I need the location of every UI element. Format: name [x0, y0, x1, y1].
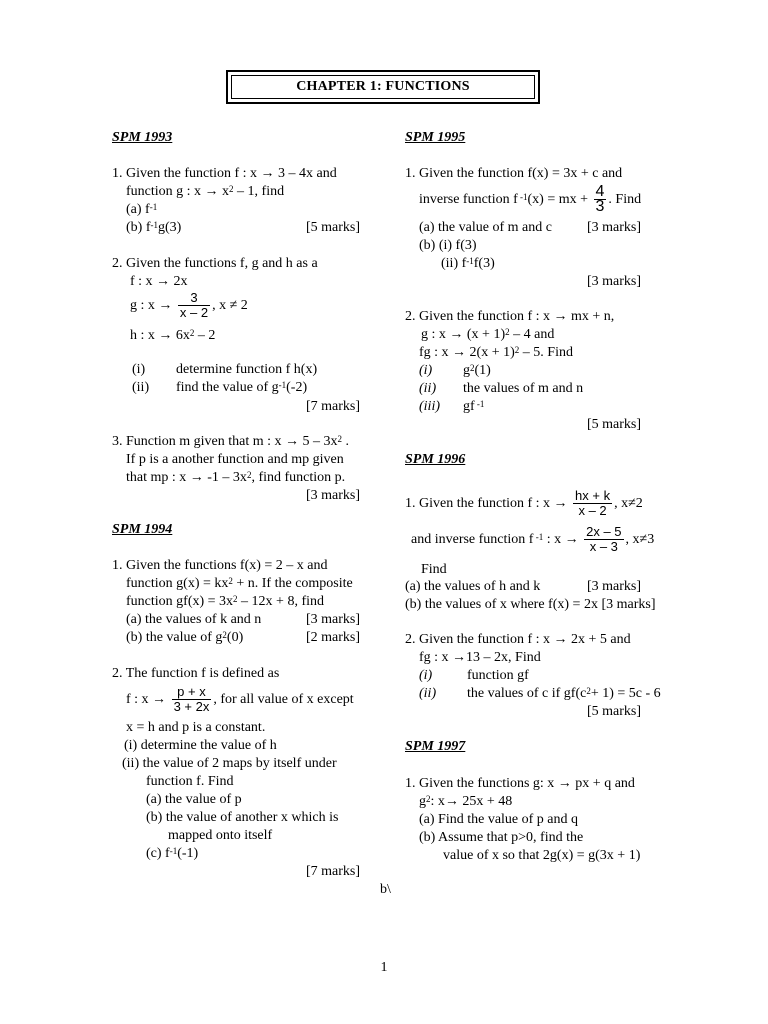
q1995-2-marks: [5 marks] — [586, 417, 641, 432]
q1994-1-a-marks: [3 marks] — [305, 612, 360, 627]
q1994-2-f: f : x → $\frac{p + x}{3 + 2x}$ , for all value of x except — [126, 684, 354, 715]
q1994-2-part-b: (b) the value of another x which is — [146, 810, 339, 825]
q1993-1-line1: 1. Given the function f : x → 3 – 4x and — [112, 166, 337, 181]
q1996-2-ii-num: (ii) — [419, 686, 437, 701]
heading-spm-1997: SPM 1997 — [405, 739, 466, 754]
q1994-2-line1: 2. The function f is defined as — [112, 666, 280, 681]
q1997-1-part-b: (b) Assume that p>0, find the — [419, 830, 584, 845]
q1995-2-ii: the values of m and n — [463, 381, 584, 396]
q1996-2-i-num: (i) — [419, 668, 433, 683]
q1995-1-part-b-ii: (ii) $f^{-1}f(3)$ — [441, 256, 495, 271]
q1994-2-ii: (ii) the value of 2 maps by itself under — [122, 756, 337, 771]
heading-spm-1995: SPM 1995 — [405, 130, 466, 145]
q1995-2-i-num: (i) — [419, 363, 433, 378]
q1996-1-line1: 1. Given the function f : x → $\frac{hx + k}{x - 2}$ , x≠2 — [405, 488, 643, 519]
q1995-1-marks: [3 marks] — [586, 274, 641, 289]
q1995-1-line1: 1. Given the function f(x) = 3x + c and — [405, 166, 623, 181]
q1996-2-line2: fg : x →13 – 2x, Find — [419, 650, 541, 665]
q1996-1-line2: and inverse function f $^{-1}$ : x → $\frac{2x - 5}{x - 3}$ , x≠3 — [411, 524, 655, 555]
q1995-2-i: $g^2(1)$ — [463, 363, 491, 378]
q1993-1-line2: function g : $x \to x^2 - 1$, find — [126, 184, 285, 199]
q1994-2-marks: [7 marks] — [305, 864, 360, 879]
q1994-2-i: (i) determine the value of h — [124, 738, 277, 753]
q1996-2-line1: 2. Given the function f : x → 2x + 5 and — [405, 632, 631, 647]
q1997-1-part-b-line2: value of x so that 2g(x) = g(3x + 1) — [443, 848, 641, 863]
page-number: 1 — [380, 960, 388, 975]
heading-spm-1994: SPM 1994 — [112, 522, 173, 537]
q1995-2-line1: 2. Given the function f : x → mx + n, — [405, 309, 615, 324]
stray-mark: b\ — [380, 882, 391, 897]
inverse-fraction: $\frac{2x - 5}{x - 3}$ — [586, 524, 622, 555]
q1994-2-part-c: (c) $f^{-1}(-1)$ — [146, 846, 199, 861]
hx-plus-k-fraction: $\frac{hx + k}{x - 2}$ — [575, 488, 611, 519]
q1996-1-a-marks: [3 marks] — [586, 579, 641, 594]
q1995-1-part-b-i: (b) (i) f(3) — [419, 238, 477, 253]
q1997-1-line1: 1. Given the functions g: x → px + q and — [405, 776, 635, 791]
q1994-2-part-a: (a) the value of p — [146, 792, 242, 807]
q1994-2-part-b-line2: mapped onto itself — [168, 828, 273, 843]
q1996-2-ii: the values of c if $gf(c^2+ 1) = 5c - 6$ — [467, 686, 661, 701]
q1993-3-line1: 3. Function m given that m : $x \to 5 - 3x^2$ . — [112, 434, 350, 449]
q1993-3-line2: If p is a another function and mp given — [126, 452, 344, 467]
q1996-1-part-b: (b) the values of x where f(x) = 2x [3 marks] — [405, 597, 656, 612]
q1993-2-marks: [7 marks] — [305, 399, 360, 414]
q1993-1-part-a: (a) $f^{-1}$ — [126, 202, 158, 217]
q1995-2-iii-num: (iii) — [419, 399, 440, 414]
q1994-1-part-a: (a) the values of k and n — [126, 612, 262, 627]
q1994-2-ii-line2: function f. Find — [146, 774, 234, 789]
f-fraction: $\frac{p + x}{3 + 2x}$ — [173, 684, 210, 715]
q1996-1-part-a: (a) the values of h and k — [405, 579, 541, 594]
q1995-1-line2: inverse function f $^{-1}$(x) = mx + $\frac{4}{3}$ . Find — [419, 183, 642, 216]
q1996-1-find: Find — [421, 562, 447, 577]
q1995-1-part-a: (a) the value of m and c — [419, 220, 552, 235]
q1994-1-line3: function $gf(x) = 3x^2 - 12x + 8$, find — [126, 594, 324, 609]
q1993-2-g: g : x → $\frac{3}{x - 2}$ , x ≠ 2 — [130, 290, 248, 321]
q1993-2-i: determine function f h(x) — [176, 362, 318, 377]
chapter-title-box — [226, 70, 540, 104]
four-thirds-fraction: $\frac{4}{3}$ — [595, 183, 605, 216]
q1997-1-line2: $g^2$: x→ 25x + 48 — [419, 794, 513, 809]
q1993-2-line1: 2. Given the functions f, g and h as a — [112, 256, 318, 271]
q1995-2-line2: g : $x \to (x + 1)^2 - 4$ and — [421, 327, 555, 342]
q1996-2-i: function gf — [467, 668, 529, 683]
q1994-1-b-marks: [2 marks] — [305, 630, 360, 645]
q1995-2-ii-num: (ii) — [419, 381, 437, 396]
q1995-2-iii: gf $^{-1}$ — [463, 399, 485, 414]
g-fraction: $\frac{3}{x - 2}$ — [179, 290, 209, 321]
heading-spm-1996: SPM 1996 — [405, 452, 466, 467]
chapter-title: CHAPTER 1: FUNCTIONS — [231, 75, 535, 99]
heading-spm-1993: SPM 1993 — [112, 130, 173, 145]
q1995-1-a-marks: [3 marks] — [586, 220, 641, 235]
q1993-2-i-num: (i) — [132, 362, 146, 377]
q1995-2-line3: fg : $x \to 2(x + 1)^2 - 5$. Find — [419, 345, 573, 360]
q1993-2-h: h : $x \to 6x^2 - 2$ — [130, 328, 216, 343]
q1996-2-marks: [5 marks] — [586, 704, 641, 719]
q1994-1-line1: 1. Given the functions f(x) = 2 – x and — [112, 558, 328, 573]
q1993-2-f: f : x → 2x — [130, 274, 188, 289]
q1993-2-ii: find the value of $g^{-1}(-2)$ — [176, 380, 308, 395]
q1997-1-part-a: (a) Find the value of p and q — [419, 812, 579, 827]
q1993-1-marks: [5 marks] — [305, 220, 360, 235]
q1993-3-line3: that mp : $x \to -1 - 3x^2$, find function p. — [126, 470, 346, 485]
q1994-2-line3: x = h and p is a constant. — [126, 720, 266, 735]
q1993-3-marks: [3 marks] — [305, 488, 360, 503]
q1993-2-ii-num: (ii) — [132, 380, 150, 395]
q1993-1-part-b: (b) $f^{-1}g(3)$ — [126, 220, 182, 235]
q1994-1-line2: function $g(x) = kx^2 + n$. If the composite — [126, 576, 353, 591]
q1994-1-part-b: (b) the value of $g^2(0)$ — [126, 630, 244, 645]
